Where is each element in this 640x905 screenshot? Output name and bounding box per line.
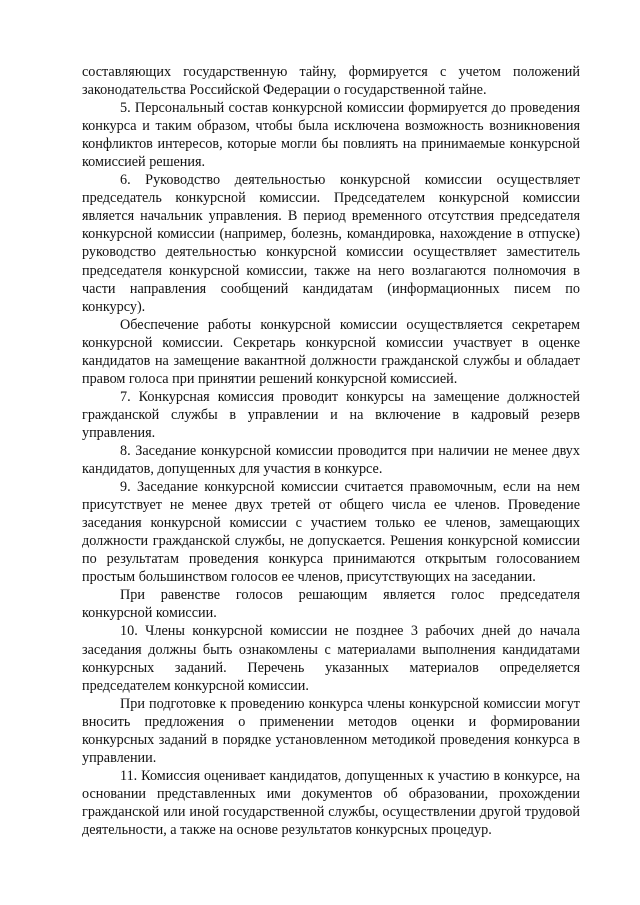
document-body — [82, 63, 580, 839]
paragraph-item-11: 11. Комиссия оценивает кандидатов, допущенных к участию в конкурсе, на основании представленных ими документов об образовании, прохождении гражданской или иной государственной службы, осуществлении другой трудовой деятельности, а также на основе результатов конкурсных процедур. — [82, 767, 580, 838]
paragraph-preparation: При подготовке к проведению конкурса члены конкурсной комиссии могут вносить предложения о применении методов оценки и формировании конкурсных заданий в порядке установленном методикой проведения конкурса в управлении. — [82, 695, 580, 766]
paragraph-continuation: составляющих государственную тайну, формируется с учетом положений законодательства Российской Федерации о государственной тайне. — [82, 64, 580, 99]
paragraph-item-6: 6. Руководство деятельностью конкурсной комиссии осуществляет председатель конкурсной комиссии. Председателем конкурсной комиссии является начальник управления. В период временного отсутствия председателя конкурсной комиссии (например, болезнь, командировка, нахождение в отпуске) руководство деятельностью конкурсной комиссии осуществляет заместитель председателя конкурсной комиссии, также на него возлагаются полномочия в части направления сообщений кандидатам (информационных писем по конкурсу). — [82, 172, 580, 315]
paragraph-item-5: 5. Персональный состав конкурсной комиссии формируется до проведения конкурса и таким образом, чтобы была исключена возможность возникновения конфликтов интересов, которые могли бы повлиять на принимаемые конкурсной комиссией решения. — [82, 100, 580, 171]
paragraph-tie-vote: При равенстве голосов решающим является голос председателя конкурсной комиссии. — [82, 587, 580, 622]
paragraph-item-10: 10. Члены конкурсной комиссии не позднее 3 рабочих дней до начала заседания должны быть ознакомлены с материалами выполнения кандидатами конкурсных заданий. Перечень указанных материалов определяется председателем конкурсной комиссии. — [82, 623, 580, 694]
paragraph-item-9: 9. Заседание конкурсной комиссии считается правомочным, если на нем присутствует не менее двух третей от общего числа ее членов. Проведение заседания конкурсной комиссии с участием только ее членов, замещающих должности гражданской службы, не допускается. Решения конкурсной комиссии по результатам проведения конкурса принимаются открытым голосованием простым большинством голосов ее членов, присутствующих на заседании. — [82, 479, 580, 586]
paragraph-secretary: Обеспечение работы конкурсной комиссии осуществляется секретарем конкурсной комиссии. Секретарь конкурсной комиссии участвует в оценке кандидатов на замещение вакантной должности гражданской службы и обладает правом голоса при принятии решений конкурсной комиссией. — [82, 316, 580, 387]
paragraph-item-8: 8. Заседание конкурсной комиссии проводится при наличии не менее двух кандидатов, допущенных для участия в конкурсе. — [82, 442, 580, 478]
paragraph-item-7: 7. Конкурсная комиссия проводит конкурсы на замещение должностей гражданской службы в управлении и на включение в кадровый резерв управления. — [82, 388, 580, 441]
